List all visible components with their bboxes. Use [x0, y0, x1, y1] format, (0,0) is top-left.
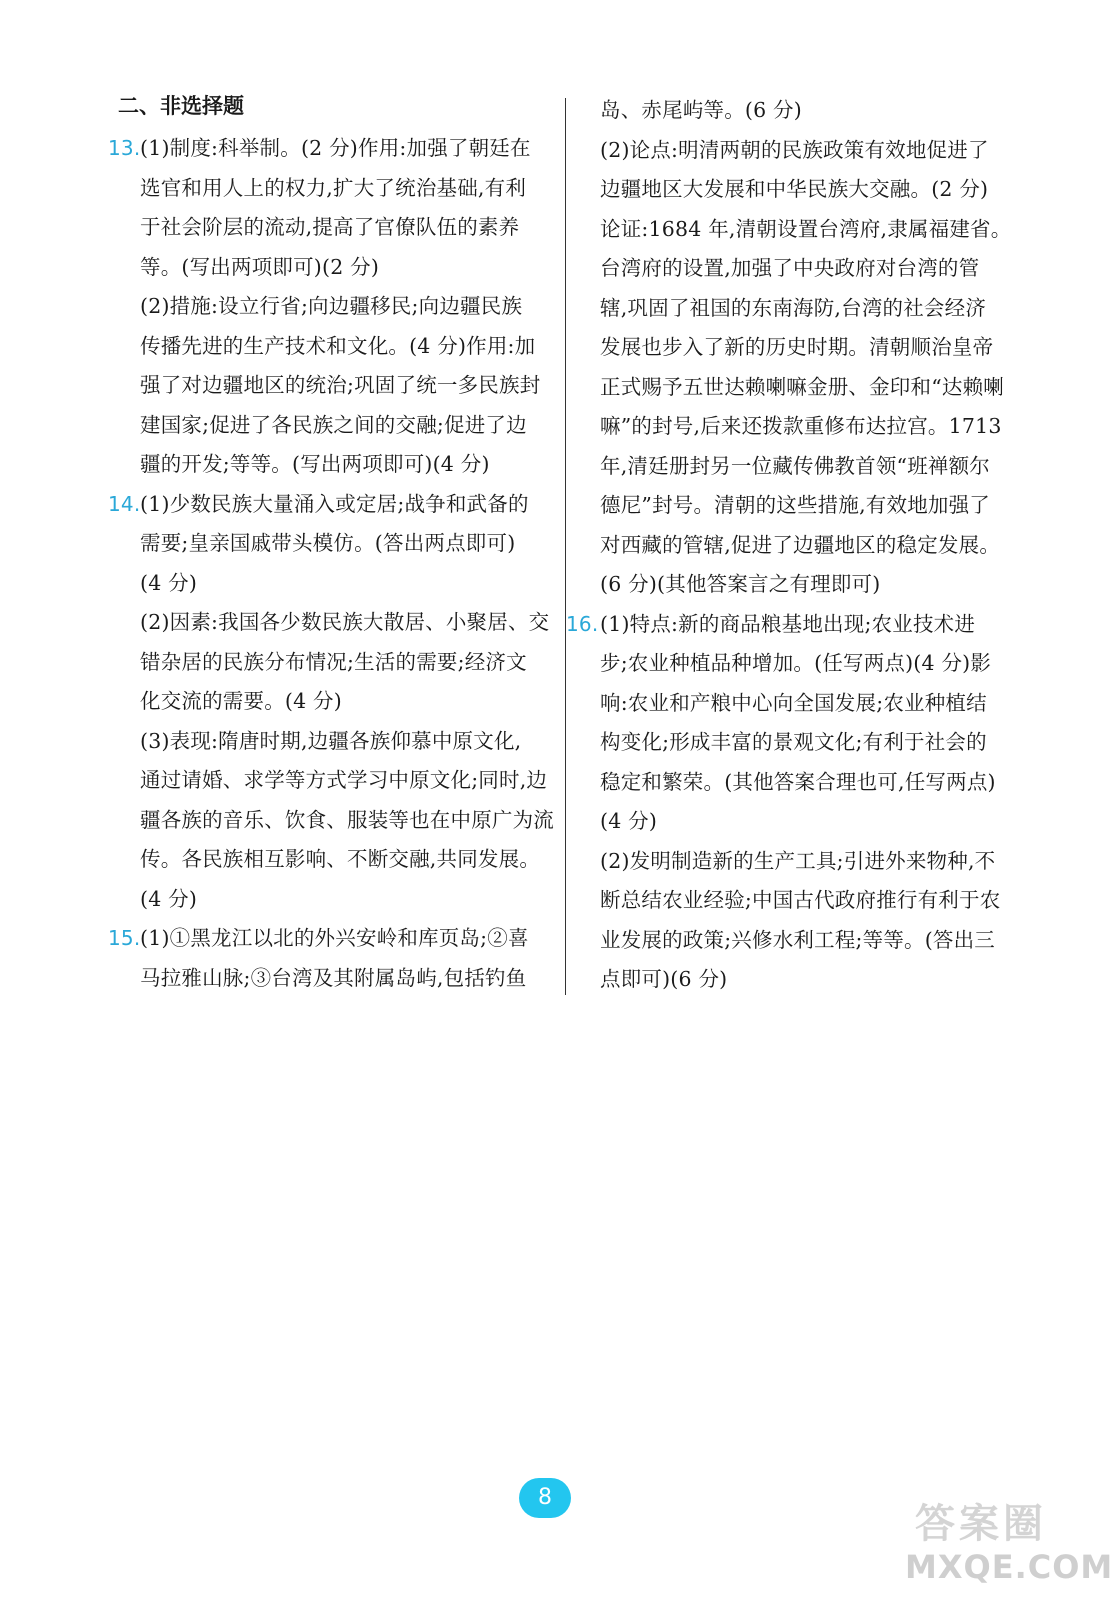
answer-line: 建国家;促进了各民族之间的交融;促进了边 [140, 412, 527, 437]
answer-line: 通过请婚、求学等方式学习中原文化;同时,边 [140, 768, 548, 792]
answer-line: (4 分) [140, 570, 198, 595]
watermark-bottom-text: MXQE.COM [905, 1548, 1113, 1586]
answer-line: 传。各民族相互影响、不断交融,共同发展。 [140, 847, 541, 871]
answer-line: (1)制度:科举制。(2 分)作用:加强了朝廷在 [140, 136, 531, 160]
answer-line: (4 分) [600, 809, 658, 833]
answer-line: 马拉雅山脉;③台湾及其附属岛屿,包括钓鱼 [140, 965, 527, 990]
answer-line: (3)表现:隋唐时期,边疆各族仰慕中原文化, [140, 728, 522, 753]
answer-line: 断总结农业经验;中国古代政府推行有利于农 [600, 888, 1001, 912]
answer-line: 疆的开发;等等。(写出两项即可)(4 分) [140, 452, 490, 476]
answer-line: 发展也步入了新的历史时期。清朝顺治皇帝 [600, 335, 994, 359]
answer-line: (1)特点:新的商品粮基地出现;农业技术进 [600, 611, 976, 636]
answer-line: 选官和用人上的权力,扩大了统治基础,有利 [140, 175, 527, 200]
answer-line: 步;农业种植品种增加。(任写两点)(4 分)影 [600, 651, 992, 675]
answer-line: 对西藏的管辖,促进了边疆地区的稳定发展。 [600, 532, 1001, 557]
answer-line: 化交流的需要。(4 分) [140, 689, 342, 713]
page-number-badge: 8 [519, 1478, 571, 1518]
answer-line: 业发展的政策;兴修水利工程;等等。(答出三 [600, 927, 996, 952]
answer-line: 辖,巩固了祖国的东南海防,台湾的社会经济 [600, 295, 987, 320]
question-number: 14. [108, 491, 141, 516]
answer-line: (2)措施:设立行省;向边疆移民;向边疆民族 [140, 294, 523, 318]
answer-line: 响:农业和产粮中心向全国发展;农业种植结 [600, 690, 987, 715]
answer-line: (1)①黑龙江以北的外兴安岭和库页岛;②喜 [140, 926, 529, 950]
answer-line: 等。(写出两项即可)(2 分) [140, 254, 380, 279]
answer-line: (2)因素:我国各少数民族大散居、小聚居、交 [140, 610, 550, 634]
answer-line: 点即可)(6 分) [600, 967, 728, 991]
answer-line: 正式赐予五世达赖喇嘛金册、金印和“达赖喇 [600, 374, 1004, 399]
answer-line: 于社会阶层的流动,提高了官僚队伍的素养 [140, 215, 520, 239]
section-title: 二、非选择题 [118, 94, 244, 118]
answer-line: (1)少数民族大量涌入或定居;战争和武备的 [140, 491, 529, 516]
answer-line: 论证:1684 年,清朝设置台湾府,隶属福建省。 [600, 216, 1012, 241]
answer-line: (6 分)(其他答案言之有理即可) [600, 572, 881, 596]
answer-line: 传播先进的生产技术和文化。(4 分)作用:加 [140, 333, 536, 358]
answer-line: 岛、赤尾屿等。(6 分) [600, 98, 802, 122]
answer-line: 边疆地区大发展和中华民族大交融。(2 分) [600, 177, 989, 201]
answer-line: 强了对边疆地区的统治;巩固了统一多民族封 [140, 373, 541, 397]
question-number: 13. [108, 136, 141, 160]
question-number: 16. [566, 611, 599, 636]
answer-line: 台湾府的设置,加强了中央政府对台湾的管 [600, 256, 980, 280]
watermark-logo [905, 1492, 1113, 1592]
column-divider [565, 98, 566, 995]
answer-line: 构变化;形成丰富的景观文化;有利于社会的 [600, 730, 987, 754]
answer-line: (2)论点:明清两朝的民族政策有效地促进了 [600, 137, 989, 162]
answer-line: (2)发明制造新的生产工具;引进外来物种,不 [600, 848, 996, 873]
answer-line: (4 分) [140, 886, 198, 911]
question-number: 15. [108, 926, 141, 950]
answer-line: 错杂居的民族分布情况;生活的需要;经济文 [140, 649, 527, 674]
answer-line: 疆各族的音乐、饮食、服装等也在中原广为流 [140, 807, 554, 832]
answer-line: 嘛”的封号,后来还拨款重修布达拉宫。1713 [600, 414, 1002, 438]
answer-line: 稳定和繁荣。(其他答案合理也可,任写两点) [600, 769, 996, 794]
answer-line: 年,清廷册封另一位藏传佛教首领“班禅额尔 [600, 453, 990, 478]
answer-line: 德尼”封号。清朝的这些措施,有效地加强了 [600, 493, 990, 517]
answer-line: 需要;皇亲国戚带头模仿。(答出两点即可) [140, 531, 516, 555]
watermark-top-text: 答案圈 [915, 1501, 1047, 1547]
